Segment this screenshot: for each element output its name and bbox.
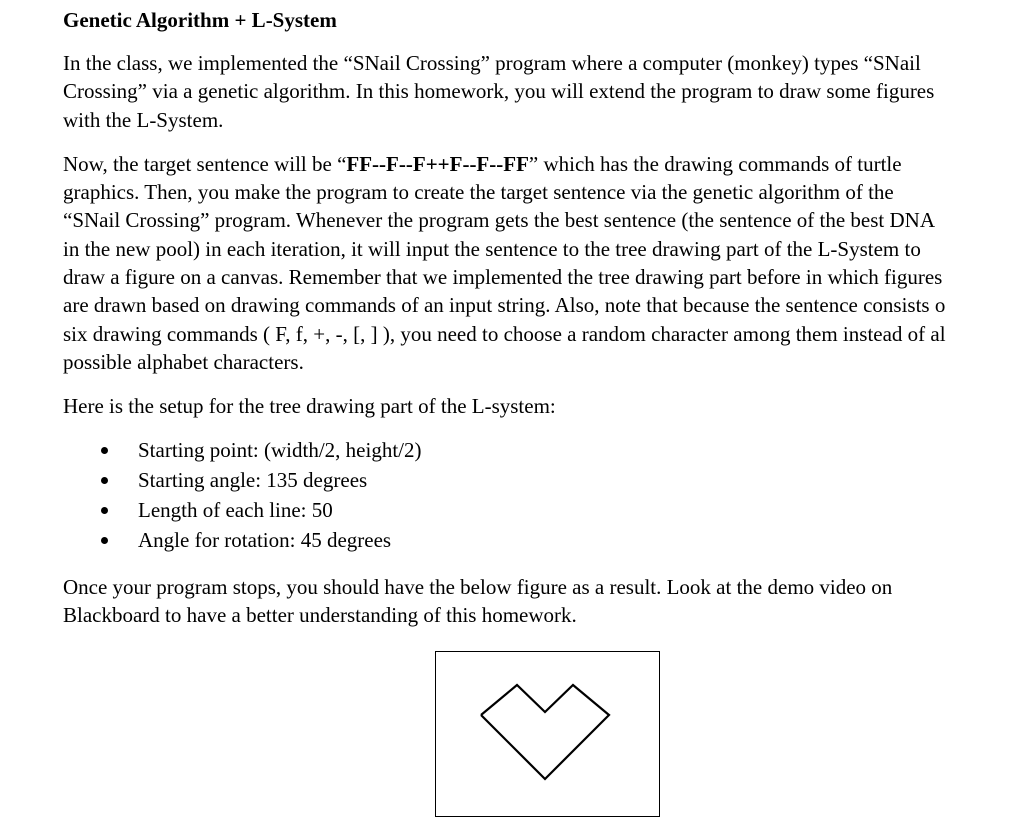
heart-shape-line xyxy=(481,685,609,779)
setup-list xyxy=(63,435,1024,555)
intro-paragraph xyxy=(63,49,1024,134)
target-line-2: graphics. Then, you make the program to create the target sentence via the genetic algorithm of the xyxy=(63,180,894,205)
setup-item-label: Starting point: (width/2, height/2) xyxy=(138,437,422,462)
intro-line-1: In the class, we implemented the “SNail Crossing” program where a computer (monkey) types “SNail xyxy=(63,51,921,75)
bullet-icon xyxy=(101,507,108,514)
setup-intro-paragraph: Here is the setup for the tree drawing part of the L-system: xyxy=(63,394,556,419)
target-line-7: six drawing commands ( F, f, +, -, [, ] ), you need to choose a random character among them instead of al xyxy=(63,321,946,346)
target-line-3: “SNail Crossing” program. Whenever the program gets the best sentence (the sentence of the best DNA xyxy=(63,208,936,233)
heart-figure-drawing xyxy=(436,652,658,815)
bullet-icon xyxy=(101,537,108,544)
result-line-1: Once your program stops, you should have the below figure as a result. Look at the demo video on xyxy=(63,574,893,599)
setup-item-starting-angle xyxy=(63,465,1024,495)
result-line-2: Blackboard to have a better understanding of this homework. xyxy=(63,602,577,627)
setup-item-rotation-angle xyxy=(63,525,1024,555)
target-line-6: are drawn based on drawing commands of an input string. Also, note that because the sentence consists o xyxy=(63,293,946,318)
result-paragraph xyxy=(63,573,1024,630)
target-paragraph xyxy=(63,150,1024,376)
setup-item-line-length xyxy=(63,495,1024,525)
document-title: Genetic Algorithm + L-System xyxy=(63,8,337,32)
intro-line-2: Crossing” via a genetic algorithm. In this homework, you will extend the program to draw some figures xyxy=(63,79,935,104)
target-line-5: draw a figure on a canvas. Remember that we implemented the tree drawing part before in which figures xyxy=(63,265,943,290)
intro-line-3: with the L-System. xyxy=(63,107,224,132)
target-line-prefix: Now, the target sentence will be “ xyxy=(63,151,347,176)
document-page xyxy=(63,6,1024,645)
result-figure-canvas xyxy=(435,651,660,817)
target-sentence: FF--F--F++F--F--FF xyxy=(346,151,529,176)
setup-item-label: Angle for rotation: 45 degrees xyxy=(138,527,392,552)
target-line-1 xyxy=(63,150,1024,178)
setup-item-starting-point xyxy=(63,435,1024,465)
bullet-icon xyxy=(101,447,108,454)
bullet-icon xyxy=(101,477,108,484)
setup-item-label: Starting angle: 135 degrees xyxy=(138,467,368,492)
target-line-suffix: ” which has the drawing commands of turtle xyxy=(528,151,902,176)
target-line-4: in the new pool) in each iteration, it will input the sentence to the tree drawing part of the L-System to xyxy=(63,236,921,261)
target-line-8: possible alphabet characters. xyxy=(63,349,304,374)
setup-item-label: Length of each line: 50 xyxy=(138,497,333,522)
